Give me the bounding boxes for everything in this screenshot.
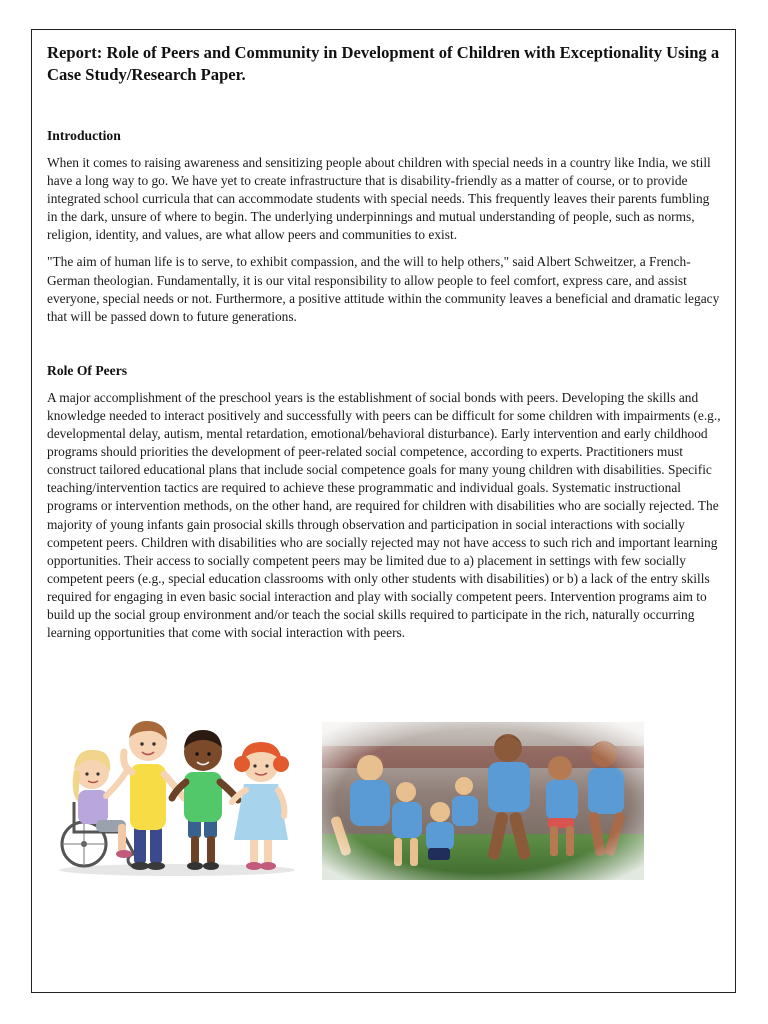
children-cartoon-illustration [52,712,302,878]
section-heading-role-of-peers: Role Of Peers [47,362,128,378]
role-of-peers-paragraph: A major accomplishment of the preschool years is the establishment of social bonds with peers. Developing the skills and knowledge needed to interact positively and successfully with peers can be difficult for some children with impairments (e.g., developmental delay, autism, mental retardation, emotional/behavioral disturbance). Early intervention and early childhood programs should priorities the development of peer-related social competence, according to experts. Practitioners must construct tailored educational plans that include social competence goals for many young children with disabilities. Specific teaching/intervention tactics are required to achieve these programmatic and individual goals. Systematic instructional programs or intervention methods, on the other hand, are required for children with disabilities who are socially rejected. The majority of young infants gain prosocial skills through observation and participation in social interactions with socially competent peers. Children with disabilities who are socially rejected may not have access to such rich and important learning opportunities. Their access to socially competent peers may be limited due to a) placement in settings with few socially competent peers (e.g., special education classrooms with only other students with disabilities) or b) a lack of the entry skills required for engaging in even basic social interaction and play with socially competent peers. Intervention programs aim to build up the social group environment and/or teach the social skills required to participate in the rich, naturally occurring learning opportunities that come with social interaction with peers. [47,389,721,641]
children-running-photo [322,722,644,880]
illustrations-row [52,712,642,880]
report-title: Report: Role of Peers and Community in Development of Children with Exceptionality Using a Case Study/Research Paper. [47,43,720,84]
introduction-paragraph-1: When it comes to raising awareness and sensitizing people about children with special needs in a country like India, we still have a long way to go. We have yet to create infrastructure that is disability-friendly as a matter of course, or to provide integrated school curricula that can accommodate students with special needs. This frequently leaves their parents fumbling in the dark, unsure of where to begin. The underlying underpinnings and mutual understanding of people, such as norms, religion, identity, and values, are what allow peers and communities to exist. [47,155,711,243]
section-heading-introduction: Introduction [47,128,121,143]
document-body [47,42,723,642]
introduction-paragraph-2: "The aim of human life is to serve, to exhibit compassion, and the will to help others," said Albert Schweitzer, a French-German theologian. Fundamentally, it is our vital responsibility to allow people to feel comfort, express care, and assist everyone, special needs or not. Furthermore, a positive attitude within the community leaves a beneficial and dramatic legacy that will be passed down to future generations. [47,254,720,324]
girl-red-hair-figure [232,742,289,870]
